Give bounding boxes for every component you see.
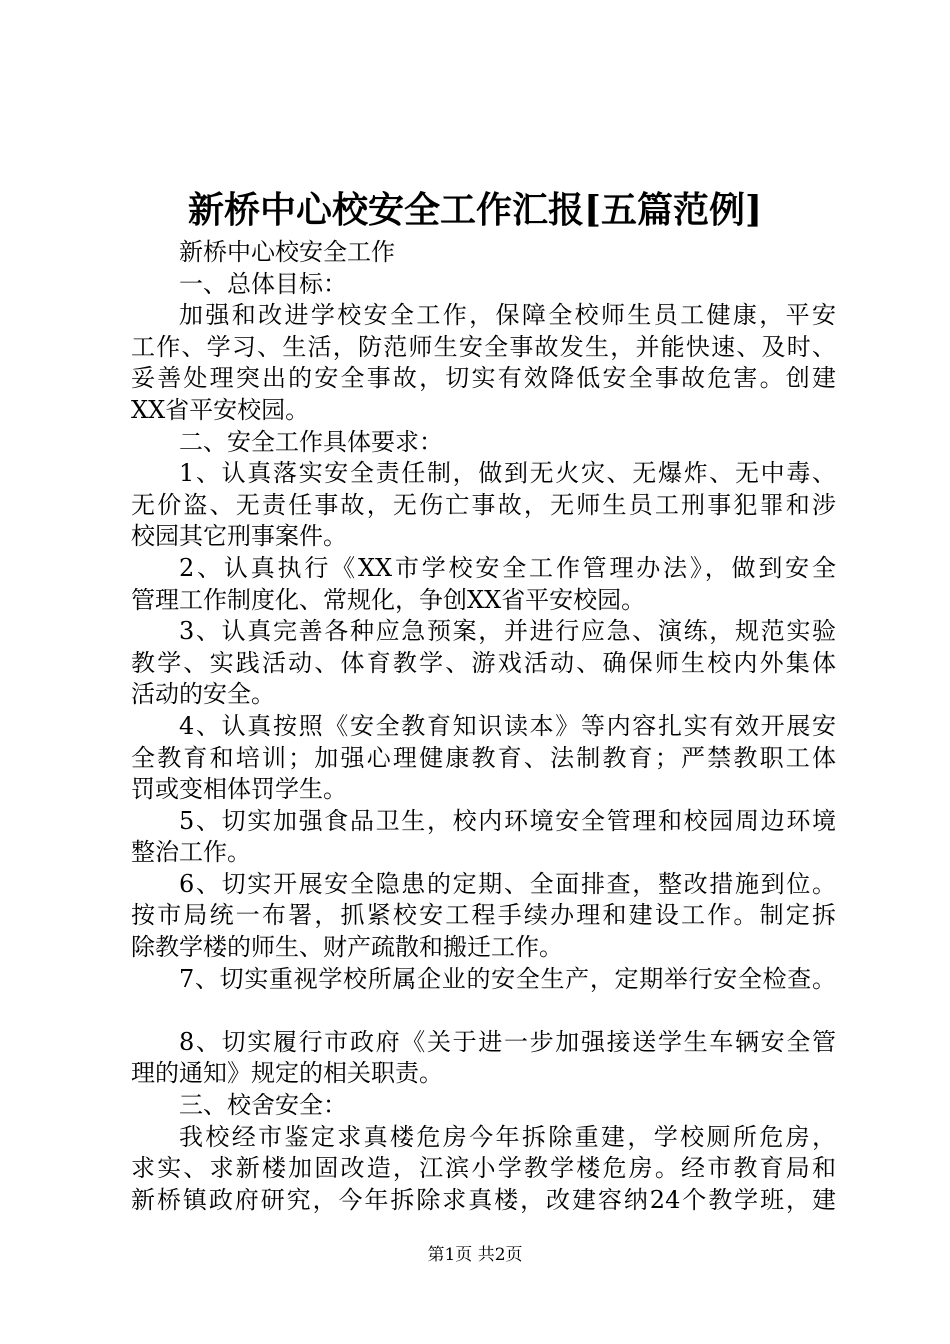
- paragraph-line: 5、切实加强食品卫生，校内环境安全管理和校园周边环境: [179, 806, 836, 835]
- paragraph-line: 7、切实重视学校所属企业的安全生产，定期举行安全检查。: [179, 964, 836, 993]
- paragraph-line: 理的通知》规定的相关职责。: [131, 1059, 443, 1088]
- paragraph-line: 工作、学习、生活，防范师生安全事故发生，并能快速、及时、: [131, 332, 836, 361]
- paragraph-line: 妥善处理突出的安全事故，切实有效降低安全事故危害。创建: [131, 364, 836, 393]
- paragraph-line: 教学、实践活动、体育教学、游戏活动、确保师生校内外集体: [131, 648, 836, 677]
- paragraph-line: 整治工作。: [131, 838, 251, 867]
- paragraph-line: 3、认真完善各种应急预案，并进行应急、演练，规范实验: [179, 617, 836, 646]
- paragraph-line: 1、认真落实安全责任制，做到无火灾、无爆炸、无中毒、: [179, 459, 836, 488]
- paragraph-line: 除教学楼的师生、财产疏散和搬迁工作。: [131, 933, 563, 962]
- paragraph-line: 一、总体目标：: [179, 269, 347, 298]
- paragraph-line: 新桥中心校安全工作: [179, 238, 395, 266]
- document-body: [131, 237, 836, 1216]
- blank-line: [131, 995, 836, 1027]
- paragraph-line: 罚或变相体罚学生。: [131, 775, 347, 804]
- paragraph-line: 三、校舍安全：: [179, 1091, 347, 1120]
- paragraph-line: 4、认真按照《安全教育知识读本》等内容扎实有效开展安: [179, 711, 836, 740]
- paragraph-line: 我校经市鉴定求真楼危房今年拆除重建，学校厕所危房，: [179, 1122, 836, 1151]
- paragraph-line: 无价盗、无责任事故，无伤亡事故，无师生员工刑事犯罪和涉: [131, 490, 836, 519]
- paragraph-line: 2、认真执行《XX市学校安全工作管理办法》，做到安全: [179, 553, 836, 582]
- paragraph-line: 二、安全工作具体要求：: [179, 427, 443, 456]
- document-title: 新桥中心校安全工作汇报[五篇范例]: [187, 189, 763, 231]
- paragraph-line: 活动的安全。: [131, 680, 275, 709]
- paragraph-line: 管理工作制度化、常规化，争创XX省平安校园。: [131, 585, 646, 614]
- paragraph-line: 加强和改进学校安全工作，保障全校师生员工健康，平安: [179, 301, 836, 330]
- paragraph-line: XX省平安校园。: [131, 395, 310, 424]
- paragraph-line: 8、切实履行市政府《关于进一步加强接送学生车辆安全管: [179, 1027, 836, 1056]
- page-footer: 第1页 共2页: [427, 1245, 523, 1265]
- paragraph-line: 6、切实开展安全隐患的定期、全面排查，整改措施到位。: [179, 869, 836, 898]
- paragraph-line: 求实、求新楼加固改造，江滨小学教学楼危房。经市教育局和: [131, 1154, 836, 1183]
- paragraph-line: 新桥镇政府研究，今年拆除求真楼，改建容纳24个教学班，建: [131, 1185, 836, 1214]
- paragraph-line: 按市局统一布署，抓紧校安工程手续办理和建设工作。制定拆: [131, 901, 836, 930]
- paragraph-line: 全教育和培训；加强心理健康教育、法制教育；严禁教职工体: [131, 743, 836, 772]
- paragraph-line: 校园其它刑事案件。: [131, 522, 347, 551]
